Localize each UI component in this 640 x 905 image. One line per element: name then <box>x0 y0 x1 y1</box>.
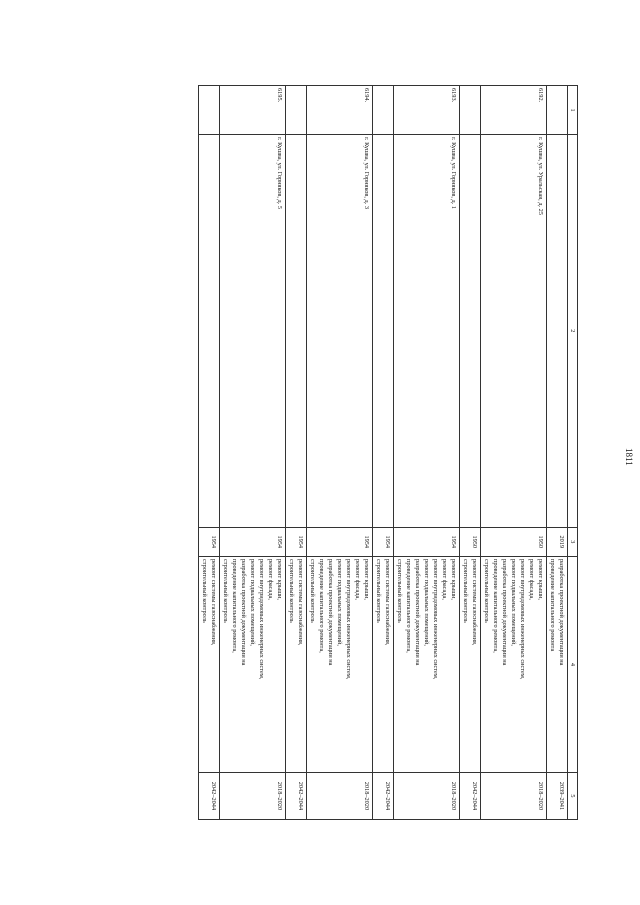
header-cell: 2 <box>568 135 578 528</box>
address-cell: г. Кушва, ул. Горняков, д. 1 <box>394 135 460 528</box>
work-item: ремонт фасада, <box>528 559 535 600</box>
table-row <box>286 86 307 820</box>
page-number: 1811 <box>624 448 634 466</box>
period-cell: 2042–2044 <box>373 772 394 819</box>
address-cell <box>286 135 307 528</box>
work-item: строительный контроль <box>396 559 403 623</box>
work-list-cell <box>373 557 394 773</box>
work-item: ремонт подвальных помещений, <box>336 559 343 646</box>
row-number-cell <box>460 86 481 135</box>
work-item: строительный контроль <box>288 559 295 623</box>
row-number-cell: 6194. <box>307 86 373 135</box>
table-header-row <box>568 86 578 820</box>
work-list-cell <box>481 557 547 773</box>
year-cell: 1954 <box>373 527 394 556</box>
header-cell: 4 <box>568 557 578 773</box>
table-row <box>307 86 373 820</box>
header-cell: 3 <box>568 527 578 556</box>
work-item: ремонт фасада, <box>267 559 274 600</box>
work-item: ремонт крыши, <box>450 559 457 601</box>
table-row <box>394 86 460 820</box>
work-item: ремонт крыши, <box>537 559 544 601</box>
header-cell: 1 <box>568 86 578 135</box>
year-cell: 1954 <box>286 527 307 556</box>
work-list-cell <box>394 557 460 773</box>
work-list-cell <box>547 557 568 773</box>
year-cell: 1950 <box>460 527 481 556</box>
work-item: ремонт системы газоснабжения, <box>471 559 478 646</box>
row-number-cell <box>373 86 394 135</box>
address-cell: г. Кушва, ул. Горняков, д. 3 <box>307 135 373 528</box>
work-item: ремонт внутридомовых инженерных систем, <box>519 559 526 680</box>
period-cell: 2042–2044 <box>286 772 307 819</box>
table-body <box>199 86 568 820</box>
work-item: строительный контроль <box>309 559 316 623</box>
period-cell: 2018–2020 <box>307 772 373 819</box>
period-cell: 2018–2020 <box>220 772 286 819</box>
period-cell: 2042–2044 <box>460 772 481 819</box>
table-row <box>199 86 220 820</box>
year-cell: 1950 <box>481 527 547 556</box>
work-item: ремонт внутридомовых инженерных систем, <box>258 559 265 680</box>
work-item: строительный контроль <box>375 559 382 623</box>
work-item: строительный контроль <box>462 559 469 623</box>
work-item: ремонт системы газоснабжения, <box>297 559 304 646</box>
work-list-cell <box>307 557 373 773</box>
capital-repair-table <box>198 85 578 820</box>
row-number-cell: 6192. <box>481 86 547 135</box>
work-item: ремонт крыши, <box>363 559 370 601</box>
work-item: разработка проектной документации на <box>240 559 247 666</box>
work-item: проведение капитального ремонта, <box>405 559 412 653</box>
work-item: проведение капитального ремонта, <box>231 559 238 653</box>
address-cell <box>547 135 568 528</box>
work-item: проведение капитального ремонта, <box>318 559 325 653</box>
work-item: проведение капитального ремонта, <box>492 559 499 653</box>
year-cell: 1954 <box>307 527 373 556</box>
period-cell: 2042–2044 <box>199 772 220 819</box>
work-item: разработка проектной документации на <box>501 559 508 666</box>
year-cell: 1954 <box>220 527 286 556</box>
work-list-cell <box>220 557 286 773</box>
header-cell: 5 <box>568 772 578 819</box>
work-item: ремонт подвальных помещений, <box>510 559 517 646</box>
work-item: ремонт подвальных помещений, <box>249 559 256 646</box>
work-item: строительный контроль <box>222 559 229 623</box>
work-item: строительный контроль <box>483 559 490 623</box>
work-item: ремонт системы газоснабжения, <box>384 559 391 646</box>
work-item: ремонт внутридомовых инженерных систем, <box>345 559 352 680</box>
row-number-cell <box>547 86 568 135</box>
table-row <box>460 86 481 820</box>
table-row <box>481 86 547 820</box>
work-list-cell <box>286 557 307 773</box>
work-list-cell <box>199 557 220 773</box>
work-item: разработка проектной документации на <box>327 559 334 666</box>
work-item: ремонт крыши, <box>276 559 283 601</box>
work-item: строительный контроль <box>201 559 208 623</box>
table-row <box>547 86 568 820</box>
address-cell: г. Кушва, ул. Горняков, д. 5 <box>220 135 286 528</box>
table-row <box>220 86 286 820</box>
work-item: разработка проектной документации на <box>414 559 421 666</box>
table-row <box>373 86 394 820</box>
row-number-cell <box>199 86 220 135</box>
address-cell <box>199 135 220 528</box>
work-item: ремонт системы газоснабжения, <box>210 559 217 646</box>
work-item: ремонт фасада, <box>354 559 361 600</box>
address-cell <box>460 135 481 528</box>
work-item: ремонт фасада, <box>441 559 448 600</box>
year-cell: 1954 <box>394 527 460 556</box>
year-cell: 2019 <box>547 527 568 556</box>
address-cell <box>373 135 394 528</box>
row-number-cell <box>286 86 307 135</box>
work-list-cell <box>460 557 481 773</box>
work-item: ремонт внутридомовых инженерных систем, <box>432 559 439 680</box>
period-cell: 2039–2041 <box>547 772 568 819</box>
work-item: разработка проектной документации на <box>558 559 565 666</box>
work-item: проведение капитального ремонта <box>549 559 556 652</box>
row-number-cell: 6193. <box>394 86 460 135</box>
address-cell: г. Кушва, ул. Уральская, д. 25 <box>481 135 547 528</box>
period-cell: 2018–2020 <box>394 772 460 819</box>
period-cell: 2018–2020 <box>481 772 547 819</box>
work-item: ремонт подвальных помещений, <box>423 559 430 646</box>
row-number-cell: 6195. <box>220 86 286 135</box>
year-cell: 1954 <box>199 527 220 556</box>
